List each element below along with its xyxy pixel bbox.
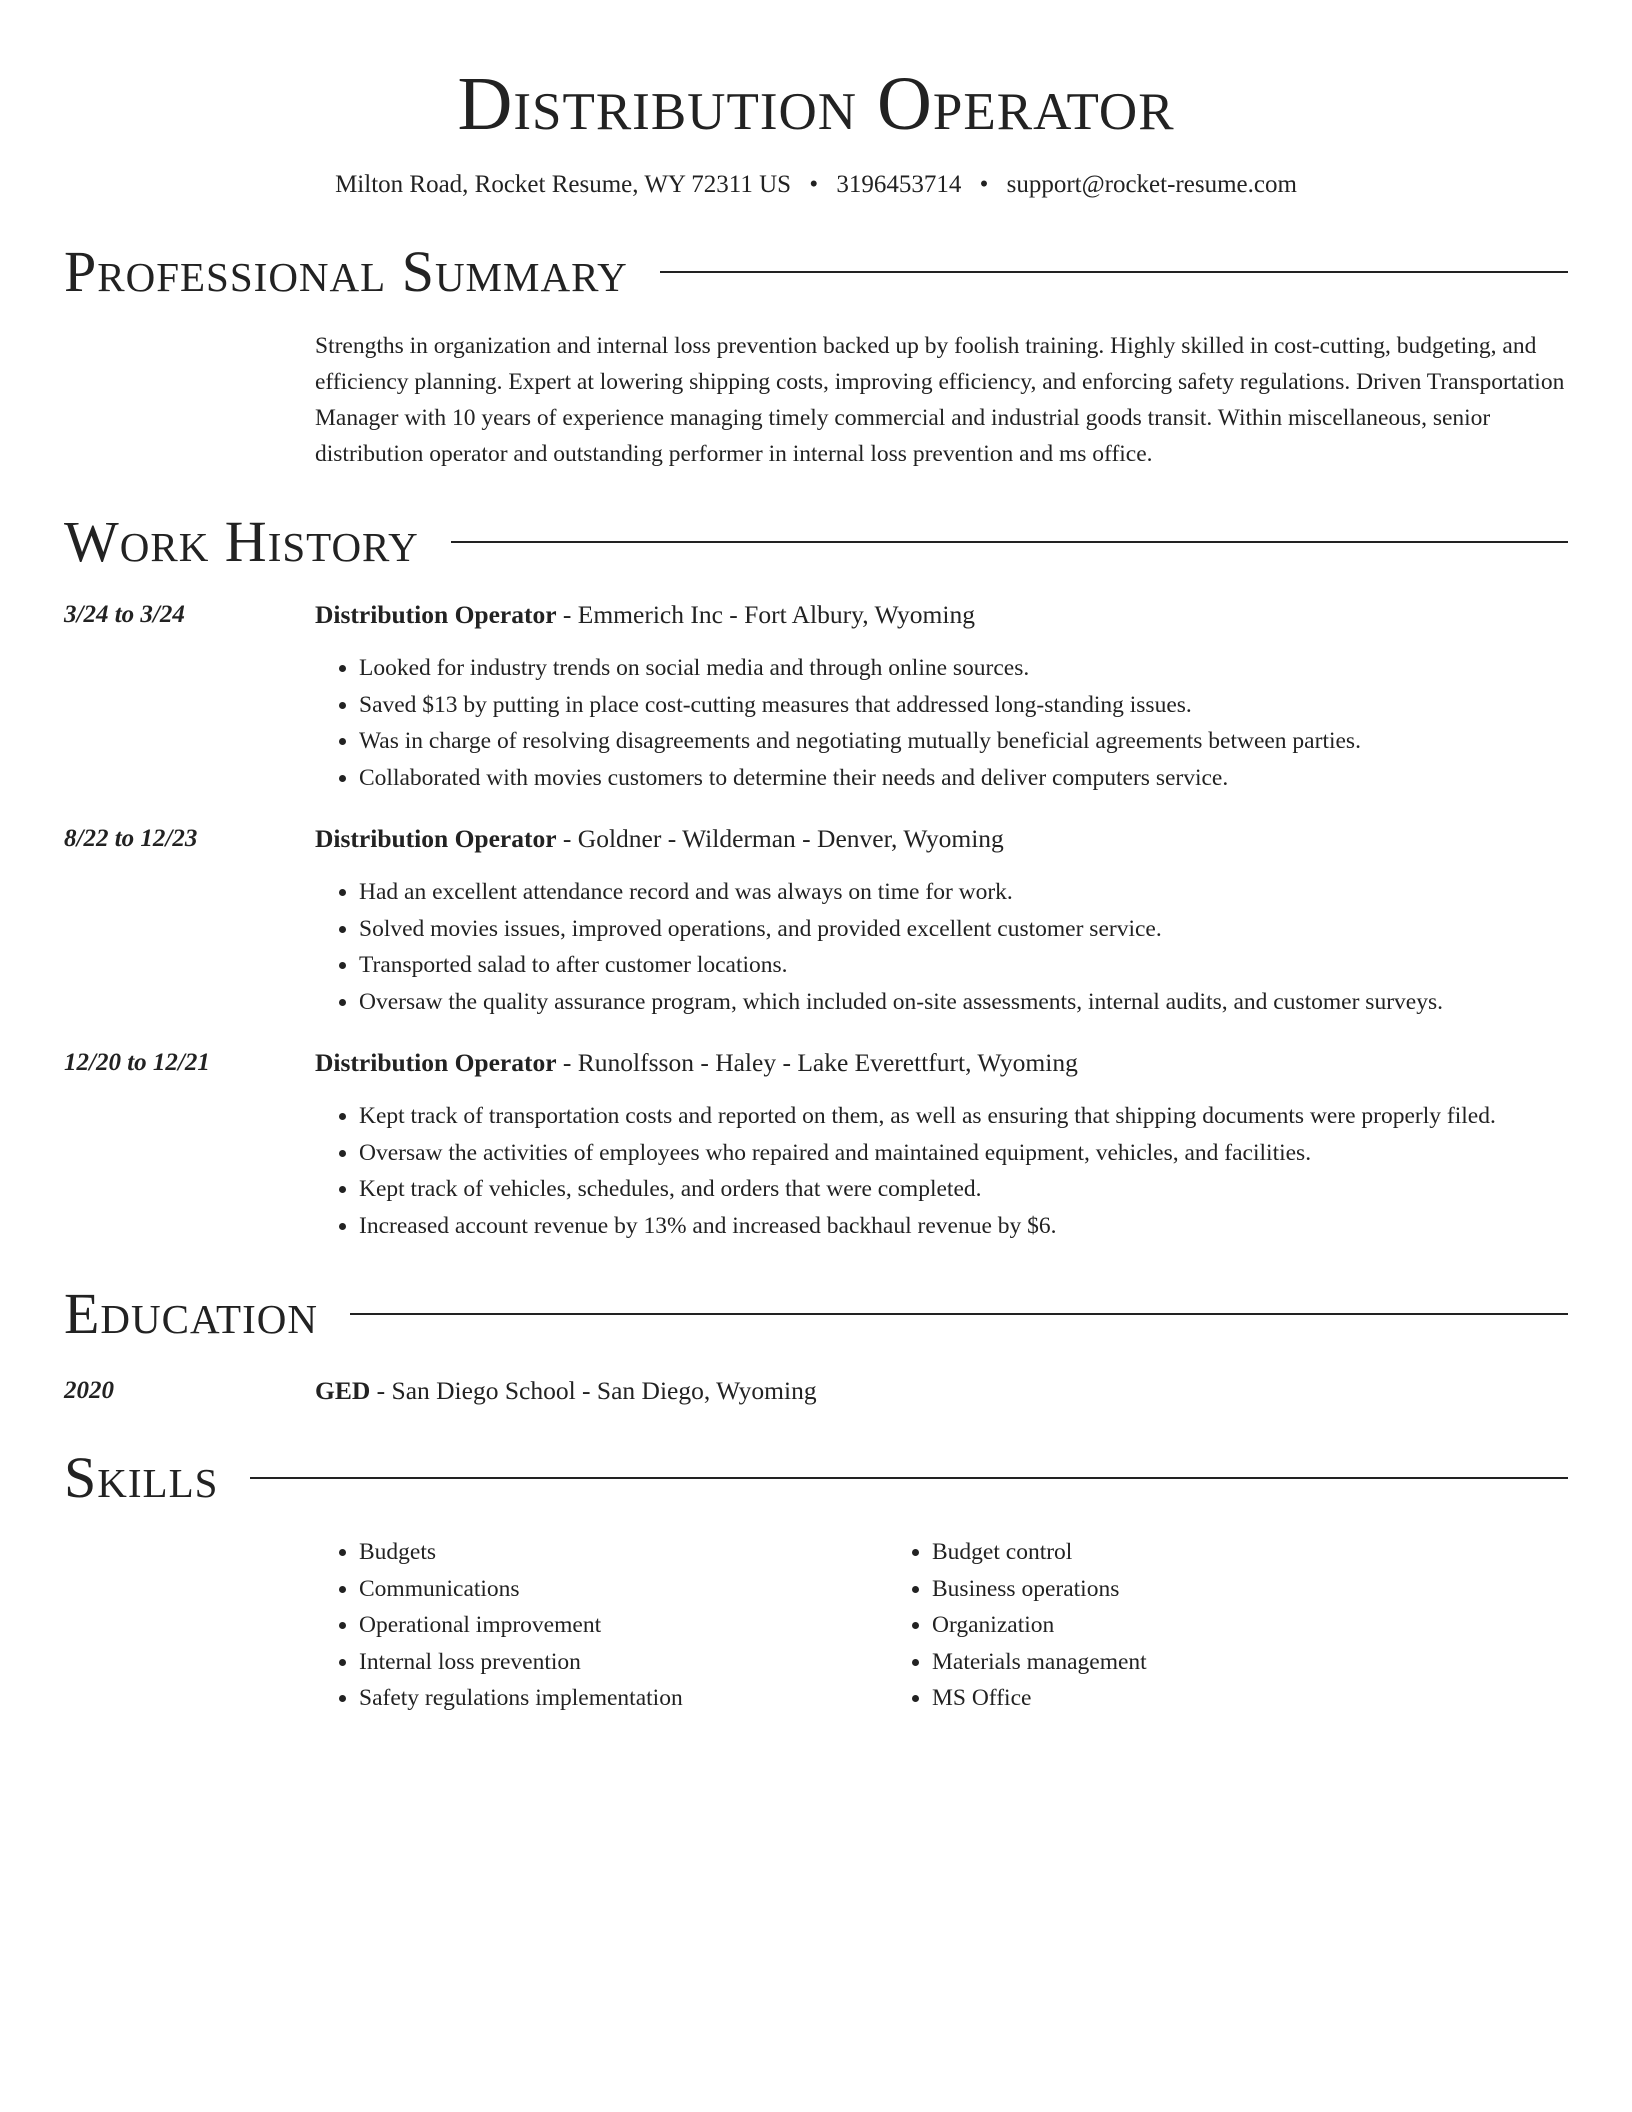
job-entry: [64, 598, 1568, 796]
job-bullet: • Oversaw the activities of employees who repaired and maintained equipment, vehicles, and facilities.: [359, 1135, 1568, 1172]
education-school: - San Diego School - San Diego, Wyoming: [370, 1376, 817, 1405]
job-title-line: [315, 598, 1568, 632]
resume-page: [64, 0, 1568, 1717]
skill-item: • Safety regulations implementation: [359, 1680, 888, 1717]
summary-section-header: [64, 240, 1568, 304]
job-title: Distribution Operator: [315, 824, 557, 853]
job-dates: 3/24 to 3/24: [64, 601, 185, 628]
job-dates: 8/22 to 12/23: [64, 825, 198, 852]
skill-item: • MS Office: [932, 1680, 1461, 1717]
contact-address: Milton Road, Rocket Resume, WY 72311 US: [335, 171, 792, 198]
contact-phone: 3196453714: [836, 171, 962, 198]
job-dates: 12/20 to 12/21: [64, 1049, 210, 1076]
section-divider: [350, 1313, 1568, 1315]
job-entry: [64, 822, 1568, 1020]
skill-item: • Budget control: [932, 1534, 1461, 1571]
section-divider: [660, 271, 1568, 273]
job-bullets: [315, 874, 1568, 1020]
job-bullets: [315, 650, 1568, 796]
job-bullet: • Transported salad to after customer locations.: [359, 947, 1568, 984]
job-bullet: • Solved movies issues, improved operations, and provided excellent customer service.: [359, 911, 1568, 948]
skill-item: • Materials management: [932, 1644, 1461, 1681]
job-bullet: • Had an excellent attendance record and was always on time for work.: [359, 874, 1568, 911]
summary-heading: Professional Summary: [64, 239, 628, 304]
job-bullet: • Looked for industry trends on social media and through online sources.: [359, 650, 1568, 687]
job-bullet: • Kept track of vehicles, schedules, and orders that were completed.: [359, 1171, 1568, 1208]
job-bullets: [315, 1098, 1568, 1244]
skill-item: • Business operations: [932, 1571, 1461, 1608]
education-degree: GED: [315, 1376, 371, 1405]
section-divider: [451, 541, 1568, 543]
skill-item: • Operational improvement: [359, 1607, 888, 1644]
education-section-header: [64, 1282, 1568, 1346]
job-entry: [64, 1046, 1568, 1244]
summary-text: Strengths in organization and internal loss prevention backed up by foolish training. Highly skilled in cost-cutting, budgeting, and efficiency planning. Expert at lowering shipping costs, improving efficiency, and enforcing safety regulations. Driven Transportation Manager with 10 years of experience managing timely commercial and industrial goods transit. Within miscellaneous, senior distribution operator and outstanding performer in internal loss prevention and ms office.: [315, 333, 1565, 467]
work-history-list: [64, 598, 1568, 1244]
skills-column-left: [315, 1534, 888, 1717]
skills-column-right: [888, 1534, 1461, 1717]
contact-separator: •: [809, 171, 819, 198]
education-year: 2020: [64, 1377, 114, 1404]
job-bullet: • Was in charge of resolving disagreements and negotiating mutually beneficial agreements between parties.: [359, 723, 1568, 760]
contact-line: [64, 168, 1568, 202]
skill-item: • Budgets: [359, 1534, 888, 1571]
job-title: Distribution Operator: [315, 600, 557, 629]
education-entry: [64, 1374, 1568, 1408]
skill-item: • Organization: [932, 1607, 1461, 1644]
education-heading: Education: [64, 1281, 318, 1346]
contact-separator: •: [979, 171, 989, 198]
work-section-header: [64, 510, 1568, 574]
education-list: [64, 1374, 1568, 1408]
skill-item: • Communications: [359, 1571, 888, 1608]
job-employer: - Goldner - Wilderman - Denver, Wyoming: [556, 824, 1004, 853]
skills-grid: [315, 1534, 1568, 1717]
job-employer: - Runolfsson - Haley - Lake Everettfurt, Wyoming: [556, 1048, 1078, 1077]
contact-email: support@rocket-resume.com: [1006, 171, 1297, 198]
work-heading: Work History: [64, 509, 419, 574]
job-bullet: • Kept track of transportation costs and reported on them, as well as ensuring that shipping documents were properly filed.: [359, 1098, 1568, 1135]
skill-item: • Internal loss prevention: [359, 1644, 888, 1681]
skills-section-header: [64, 1446, 1568, 1510]
candidate-name: Distribution Operator: [457, 62, 1175, 146]
job-title-line: [315, 1046, 1568, 1080]
job-bullet: • Saved $13 by putting in place cost-cutting measures that addressed long-standing issues.: [359, 687, 1568, 724]
job-title-line: [315, 822, 1568, 856]
job-title: Distribution Operator: [315, 1048, 557, 1077]
job-employer: - Emmerich Inc - Fort Albury, Wyoming: [556, 600, 975, 629]
job-bullet: • Collaborated with movies customers to determine their needs and deliver computers service.: [359, 760, 1568, 797]
section-divider: [250, 1477, 1568, 1479]
job-bullet: • Increased account revenue by 13% and increased backhaul revenue by $6.: [359, 1208, 1568, 1245]
job-bullet: • Oversaw the quality assurance program, which included on-site assessments, internal audits, and customer surveys.: [359, 984, 1568, 1021]
skills-heading: Skills: [64, 1445, 219, 1510]
education-line: [315, 1374, 1568, 1408]
